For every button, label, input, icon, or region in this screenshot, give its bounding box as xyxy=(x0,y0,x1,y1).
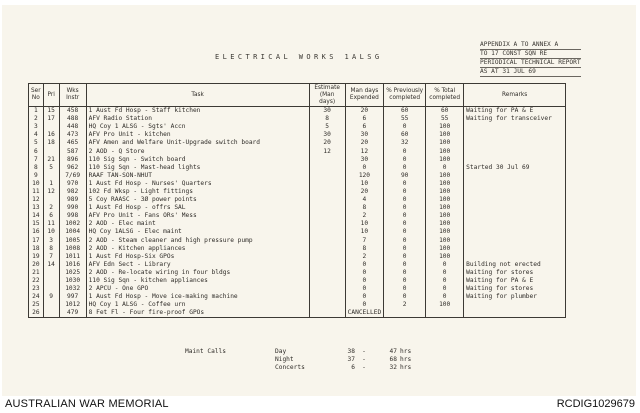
cell-task: HQ Coy 1 ALSG - Sgts' Accn xyxy=(86,123,309,131)
cell-remarks xyxy=(464,228,566,236)
table-row xyxy=(29,156,566,164)
cell-wks: 1005 xyxy=(59,237,86,245)
cell-pri: 2 xyxy=(43,204,59,212)
col-header-task: Task xyxy=(86,84,309,107)
cell-task: 2 APCU - One GPO xyxy=(86,285,309,293)
cell-prev: 0 xyxy=(384,212,426,220)
table-row xyxy=(29,228,566,236)
cell-estimate xyxy=(309,196,345,204)
cell-total: 100 xyxy=(426,147,464,155)
cell-total: 100 xyxy=(426,131,464,139)
cell-wks: 998 xyxy=(59,212,86,220)
cell-prev: 0 xyxy=(384,204,426,212)
cell-expended: 120 xyxy=(345,172,384,180)
cell-ser: 5 xyxy=(29,139,44,147)
cell-task: 2 AOD - Kitchen appliances xyxy=(86,245,309,253)
cell-wks: 990 xyxy=(59,204,86,212)
cell-remarks: Waiting for stores xyxy=(464,285,566,293)
cell-prev: 0 xyxy=(384,245,426,253)
cell-ser: 18 xyxy=(29,245,44,253)
cell-prev: 0 xyxy=(384,164,426,172)
table-row xyxy=(29,309,566,318)
cell-remarks: Waiting for PA & E xyxy=(464,277,566,285)
cell-total: 55 xyxy=(426,115,464,123)
cell-prev: 2 xyxy=(384,301,426,309)
cell-task: HQ Coy 1ALSG - Elec maint xyxy=(86,228,309,236)
cell-estimate: 30 xyxy=(309,131,345,139)
cell-estimate: 30 xyxy=(309,107,345,116)
col-header-estimate: Estimate (Man days) xyxy=(309,84,345,107)
cell-expended: 0 xyxy=(345,277,384,285)
table-row xyxy=(29,301,566,309)
cell-ser: 11 xyxy=(29,188,44,196)
cell-remarks xyxy=(464,180,566,188)
cell-remarks xyxy=(464,196,566,204)
cell-expended: 0 xyxy=(345,285,384,293)
maint-period: Day xyxy=(275,348,287,355)
table-row xyxy=(29,204,566,212)
cell-total: 100 xyxy=(426,301,464,309)
table-row xyxy=(29,293,566,301)
cell-task: 1 Aust Fd Hosp - Nurses' Quarters xyxy=(86,180,309,188)
cell-expended: 2 xyxy=(345,253,384,261)
maint-unit: hrs xyxy=(400,348,412,355)
table-row xyxy=(29,115,566,123)
appendix-line: PERIODICAL TECHNICAL REPORT xyxy=(480,59,581,66)
maint-value-b: 47 xyxy=(389,348,397,355)
cell-remarks xyxy=(464,204,566,212)
cell-remarks: Building not erected xyxy=(464,261,566,269)
cell-expended: 12 xyxy=(345,147,384,155)
cell-estimate xyxy=(309,293,345,301)
cell-wks: 465 xyxy=(59,139,86,147)
cell-pri: 21 xyxy=(43,156,59,164)
cell-prev: 0 xyxy=(384,285,426,293)
cell-expended: 20 xyxy=(345,107,384,116)
cell-remarks xyxy=(464,212,566,220)
cell-estimate xyxy=(309,245,345,253)
cell-task: 102 Fd Wksp - Light fittings xyxy=(86,188,309,196)
cell-prev: 0 xyxy=(384,196,426,204)
cell-task: 1 Aust Fd Hosp - offrs SAL xyxy=(86,204,309,212)
cell-total: 60 xyxy=(426,107,464,116)
table-row xyxy=(29,269,566,277)
cell-estimate xyxy=(309,172,345,180)
cell-pri xyxy=(43,277,59,285)
cell-expended: 20 xyxy=(345,188,384,196)
table-row xyxy=(29,220,566,228)
cell-pri: 5 xyxy=(43,164,59,172)
cell-prev: 90 xyxy=(384,172,426,180)
cell-pri: 6 xyxy=(43,212,59,220)
cell-ser: 1 xyxy=(29,107,44,116)
cell-estimate xyxy=(309,253,345,261)
cell-estimate: 20 xyxy=(309,139,345,147)
cell-ser: 21 xyxy=(29,269,44,277)
cell-wks: 473 xyxy=(59,131,86,139)
appendix-line: AS AT 31 JUL 69 xyxy=(480,68,581,77)
cell-wks: 488 xyxy=(59,115,86,123)
cell-expended: 8 xyxy=(345,245,384,253)
cell-ser: 6 xyxy=(29,147,44,155)
maint-unit: hrs xyxy=(400,364,412,371)
cell-remarks xyxy=(464,220,566,228)
cell-total: 100 xyxy=(426,172,464,180)
table-row xyxy=(29,172,566,180)
cell-remarks: Waiting for transceiver xyxy=(464,115,566,123)
cell-wks: 7/69 xyxy=(59,172,86,180)
cell-prev: 0 xyxy=(384,147,426,155)
cell-expended: 30 xyxy=(345,131,384,139)
maint-value-a: 37 xyxy=(347,356,355,363)
cell-ser: 22 xyxy=(29,277,44,285)
cell-estimate xyxy=(309,180,345,188)
maint-value-b: 32 xyxy=(389,364,397,371)
table-row xyxy=(29,123,566,131)
table-row xyxy=(29,196,566,204)
cell-ser: 26 xyxy=(29,309,44,318)
cell-pri: 3 xyxy=(43,237,59,245)
cell-task: 5 Coy RAASC - 3Ø power points xyxy=(86,196,309,204)
cell-estimate xyxy=(309,285,345,293)
col-header-prev: % Previously completed xyxy=(384,84,426,107)
cell-remarks: Waiting for PA & E xyxy=(464,107,566,116)
cell-task: 2 AOD - Elec maint xyxy=(86,220,309,228)
cell-pri: 1 xyxy=(43,180,59,188)
cell-remarks xyxy=(464,245,566,253)
cell-ser: 7 xyxy=(29,156,44,164)
cell-estimate xyxy=(309,156,345,164)
cell-estimate xyxy=(309,204,345,212)
cell-wks: 1012 xyxy=(59,301,86,309)
cell-task: 110 Sig Sqn - kitchen appliances xyxy=(86,277,309,285)
cell-task: 1 Aust Fd Hosp-Six GPOs xyxy=(86,253,309,261)
cell-task: RAAF TAN-SON-NHUT xyxy=(86,172,309,180)
cell-ser: 24 xyxy=(29,293,44,301)
col-header-ser: Ser No xyxy=(29,84,44,107)
maint-period: Concerts xyxy=(275,364,305,371)
cell-expended: 30 xyxy=(345,156,384,164)
cell-expended: CANCELLED xyxy=(345,309,384,318)
cell-total: 100 xyxy=(426,139,464,147)
cell-task: AFV Pro Unit - kitchen xyxy=(86,131,309,139)
works-table xyxy=(28,83,566,318)
maint-unit: hrs xyxy=(400,356,412,363)
cell-prev: 0 xyxy=(384,253,426,261)
cell-ser: 16 xyxy=(29,228,44,236)
cell-task: 2 AOD - Re-locate wiring in four bldgs xyxy=(86,269,309,277)
cell-total: 100 xyxy=(426,196,464,204)
table-row xyxy=(29,147,566,155)
cell-ser: 2 xyxy=(29,115,44,123)
cell-total: 100 xyxy=(426,123,464,131)
cell-pri xyxy=(43,123,59,131)
cell-ser: 19 xyxy=(29,253,44,261)
cell-total: 100 xyxy=(426,156,464,164)
maint-row: Night 37 - 68 hrs xyxy=(185,356,420,364)
cell-wks: 1025 xyxy=(59,269,86,277)
cell-expended: 0 xyxy=(345,164,384,172)
cell-ser: 25 xyxy=(29,301,44,309)
cell-estimate xyxy=(309,261,345,269)
cell-prev: 0 xyxy=(384,180,426,188)
cell-estimate xyxy=(309,309,345,318)
cell-pri: 10 xyxy=(43,228,59,236)
table-row xyxy=(29,139,566,147)
cell-wks: 587 xyxy=(59,147,86,155)
table-row xyxy=(29,180,566,188)
maint-row: Maint Calls Day 38 - 47 hrs xyxy=(185,348,420,356)
cell-remarks xyxy=(464,188,566,196)
cell-total: 100 xyxy=(426,228,464,236)
cell-wks: 962 xyxy=(59,164,86,172)
cell-wks: 997 xyxy=(59,293,86,301)
cell-ser: 17 xyxy=(29,237,44,245)
table-row xyxy=(29,253,566,261)
cell-prev: 32 xyxy=(384,139,426,147)
cell-remarks xyxy=(464,309,566,318)
cell-expended: 0 xyxy=(345,261,384,269)
cell-wks: 458 xyxy=(59,107,86,116)
cell-pri xyxy=(43,269,59,277)
cell-total: 0 xyxy=(426,269,464,277)
cell-prev: 0 xyxy=(384,293,426,301)
cell-estimate xyxy=(309,228,345,236)
cell-total: 100 xyxy=(426,237,464,245)
cell-total: 100 xyxy=(426,253,464,261)
table-body xyxy=(29,107,566,318)
cell-estimate xyxy=(309,269,345,277)
cell-wks: 982 xyxy=(59,188,86,196)
cell-task: AFV Amen and Welfare Unit-Upgrade switch board xyxy=(86,139,309,147)
cell-estimate xyxy=(309,220,345,228)
cell-wks: 1004 xyxy=(59,228,86,236)
col-header-expended: Man days Expended xyxy=(345,84,384,107)
cell-ser: 9 xyxy=(29,172,44,180)
maint-calls-label: Maint Calls xyxy=(185,348,226,355)
cell-total: 100 xyxy=(426,245,464,253)
cell-total: 100 xyxy=(426,188,464,196)
cell-pri xyxy=(43,301,59,309)
cell-wks: 448 xyxy=(59,123,86,131)
cell-estimate xyxy=(309,188,345,196)
cell-prev: 0 xyxy=(384,123,426,131)
cell-prev: 0 xyxy=(384,261,426,269)
table-row xyxy=(29,212,566,220)
cell-prev: 0 xyxy=(384,277,426,285)
col-header-remarks: Remarks xyxy=(464,84,566,107)
cell-pri: 9 xyxy=(43,293,59,301)
cell-task: HQ Coy 1 ALSG - Coffee urn xyxy=(86,301,309,309)
cell-pri: 12 xyxy=(43,188,59,196)
cell-total: 0 xyxy=(426,277,464,285)
appendix-line: TO 17 CONST SQN RE xyxy=(480,50,581,59)
cell-prev: 0 xyxy=(384,220,426,228)
cell-remarks xyxy=(464,172,566,180)
cell-pri: 18 xyxy=(43,139,59,147)
archive-name: AUSTRALIAN WAR MEMORIAL xyxy=(5,398,169,410)
document-title: ELECTRICAL WORKS 1ALSG xyxy=(215,53,383,61)
cell-pri xyxy=(43,147,59,155)
table-row xyxy=(29,285,566,293)
cell-prev: 0 xyxy=(384,228,426,236)
cell-expended: 6 xyxy=(345,123,384,131)
cell-expended: 0 xyxy=(345,293,384,301)
cell-remarks: Waiting for stores xyxy=(464,269,566,277)
cell-wks: 1008 xyxy=(59,245,86,253)
cell-task: AFV Radio Station xyxy=(86,115,309,123)
cell-pri: 11 xyxy=(43,220,59,228)
cell-pri: 7 xyxy=(43,253,59,261)
cell-remarks xyxy=(464,156,566,164)
cell-pri: 8 xyxy=(43,245,59,253)
cell-ser: 12 xyxy=(29,196,44,204)
table-row xyxy=(29,131,566,139)
cell-prev: 0 xyxy=(384,269,426,277)
cell-task: 1 Aust Fd Hosp - Staff kitchen xyxy=(86,107,309,116)
cell-pri xyxy=(43,196,59,204)
cell-task: 110 Sig Sqn - Mast-head lights xyxy=(86,164,309,172)
cell-wks: 1030 xyxy=(59,277,86,285)
col-header-wks: Wks Instr xyxy=(59,84,86,107)
cell-estimate: 5 xyxy=(309,123,345,131)
cell-expended: 6 xyxy=(345,115,384,123)
maint-calls xyxy=(185,348,420,372)
cell-estimate xyxy=(309,164,345,172)
cell-total: 100 xyxy=(426,212,464,220)
cell-prev: 60 xyxy=(384,107,426,116)
maint-value-a: 38 xyxy=(347,348,355,355)
cell-expended: 0 xyxy=(345,269,384,277)
cell-total: 100 xyxy=(426,180,464,188)
cell-expended: 8 xyxy=(345,204,384,212)
cell-total: 100 xyxy=(426,204,464,212)
cell-total: 100 xyxy=(426,220,464,228)
cell-estimate xyxy=(309,277,345,285)
cell-task: AFV Pro Unit - Fans ORs' Mess xyxy=(86,212,309,220)
cell-wks: 1032 xyxy=(59,285,86,293)
cell-remarks xyxy=(464,131,566,139)
cell-pri xyxy=(43,285,59,293)
cell-task: 1 Aust Fd Hosp - Move ice-making machine xyxy=(86,293,309,301)
table-row xyxy=(29,237,566,245)
appendix-line: APPENDIX A TO ANNEX A xyxy=(480,41,581,50)
cell-pri: 16 xyxy=(43,131,59,139)
cell-pri: 14 xyxy=(43,261,59,269)
appendix-reference xyxy=(480,41,581,77)
maint-value-a: 6 xyxy=(351,364,355,371)
cell-ser: 10 xyxy=(29,180,44,188)
cell-estimate: 8 xyxy=(309,115,345,123)
cell-expended: 4 xyxy=(345,196,384,204)
cell-pri: 15 xyxy=(43,107,59,116)
table-row xyxy=(29,261,566,269)
cell-wks: 989 xyxy=(59,196,86,204)
cell-ser: 3 xyxy=(29,123,44,131)
cell-expended: 10 xyxy=(345,180,384,188)
cell-expended: 2 xyxy=(345,212,384,220)
table-row xyxy=(29,277,566,285)
table-row xyxy=(29,107,566,116)
maint-row: Concerts 6 - 32 hrs xyxy=(185,364,420,372)
cell-pri: 17 xyxy=(43,115,59,123)
cell-wks: 896 xyxy=(59,156,86,164)
cell-expended: 7 xyxy=(345,237,384,245)
cell-total xyxy=(426,309,464,318)
cell-remarks xyxy=(464,123,566,131)
cell-remarks: Waiting for plumber xyxy=(464,293,566,301)
cell-prev: 60 xyxy=(384,131,426,139)
cell-prev: 0 xyxy=(384,156,426,164)
cell-task: 8 Fet Fl - Four fire-proof GPOs xyxy=(86,309,309,318)
cell-ser: 13 xyxy=(29,204,44,212)
maint-value-b: 68 xyxy=(389,356,397,363)
cell-wks: 970 xyxy=(59,180,86,188)
cell-total: 0 xyxy=(426,164,464,172)
cell-pri xyxy=(43,172,59,180)
cell-task: 110 Sig Sqn - Switch board xyxy=(86,156,309,164)
cell-task: 2 AOD - Q Store xyxy=(86,147,309,155)
archive-footer xyxy=(0,396,640,413)
cell-remarks xyxy=(464,147,566,155)
table-header-row xyxy=(29,84,566,107)
cell-ser: 23 xyxy=(29,285,44,293)
cell-estimate xyxy=(309,212,345,220)
cell-wks: 1011 xyxy=(59,253,86,261)
cell-task: 2 AOD - Steam cleaner and high pressure pump xyxy=(86,237,309,245)
cell-remarks xyxy=(464,237,566,245)
cell-total: 0 xyxy=(426,293,464,301)
cell-expended: 10 xyxy=(345,220,384,228)
cell-remarks: Started 30 Jul 69 xyxy=(464,164,566,172)
table-row xyxy=(29,188,566,196)
cell-pri xyxy=(43,309,59,318)
cell-prev: 0 xyxy=(384,237,426,245)
cell-expended: 0 xyxy=(345,301,384,309)
maint-period: Night xyxy=(275,356,294,363)
cell-ser: 4 xyxy=(29,131,44,139)
cell-ser: 20 xyxy=(29,261,44,269)
cell-prev: 0 xyxy=(384,188,426,196)
cell-ser: 15 xyxy=(29,220,44,228)
cell-estimate xyxy=(309,301,345,309)
cell-expended: 10 xyxy=(345,228,384,236)
cell-remarks xyxy=(464,139,566,147)
cell-wks: 1002 xyxy=(59,220,86,228)
cell-wks: 1016 xyxy=(59,261,86,269)
cell-estimate: 12 xyxy=(309,147,345,155)
cell-prev: 55 xyxy=(384,115,426,123)
archive-id: RCDIG1029679 xyxy=(556,398,635,410)
col-header-total: % Total completed xyxy=(426,84,464,107)
cell-remarks xyxy=(464,301,566,309)
cell-remarks xyxy=(464,253,566,261)
cell-estimate xyxy=(309,237,345,245)
cell-ser: 8 xyxy=(29,164,44,172)
cell-total: 0 xyxy=(426,285,464,293)
cell-prev xyxy=(384,309,426,318)
cell-task: AFV Edn Sect - Library xyxy=(86,261,309,269)
cell-wks: 479 xyxy=(59,309,86,318)
table-row xyxy=(29,245,566,253)
table-row xyxy=(29,164,566,172)
col-header-pri: Pri xyxy=(43,84,59,107)
cell-ser: 14 xyxy=(29,212,44,220)
cell-total: 0 xyxy=(426,261,464,269)
cell-expended: 20 xyxy=(345,139,384,147)
